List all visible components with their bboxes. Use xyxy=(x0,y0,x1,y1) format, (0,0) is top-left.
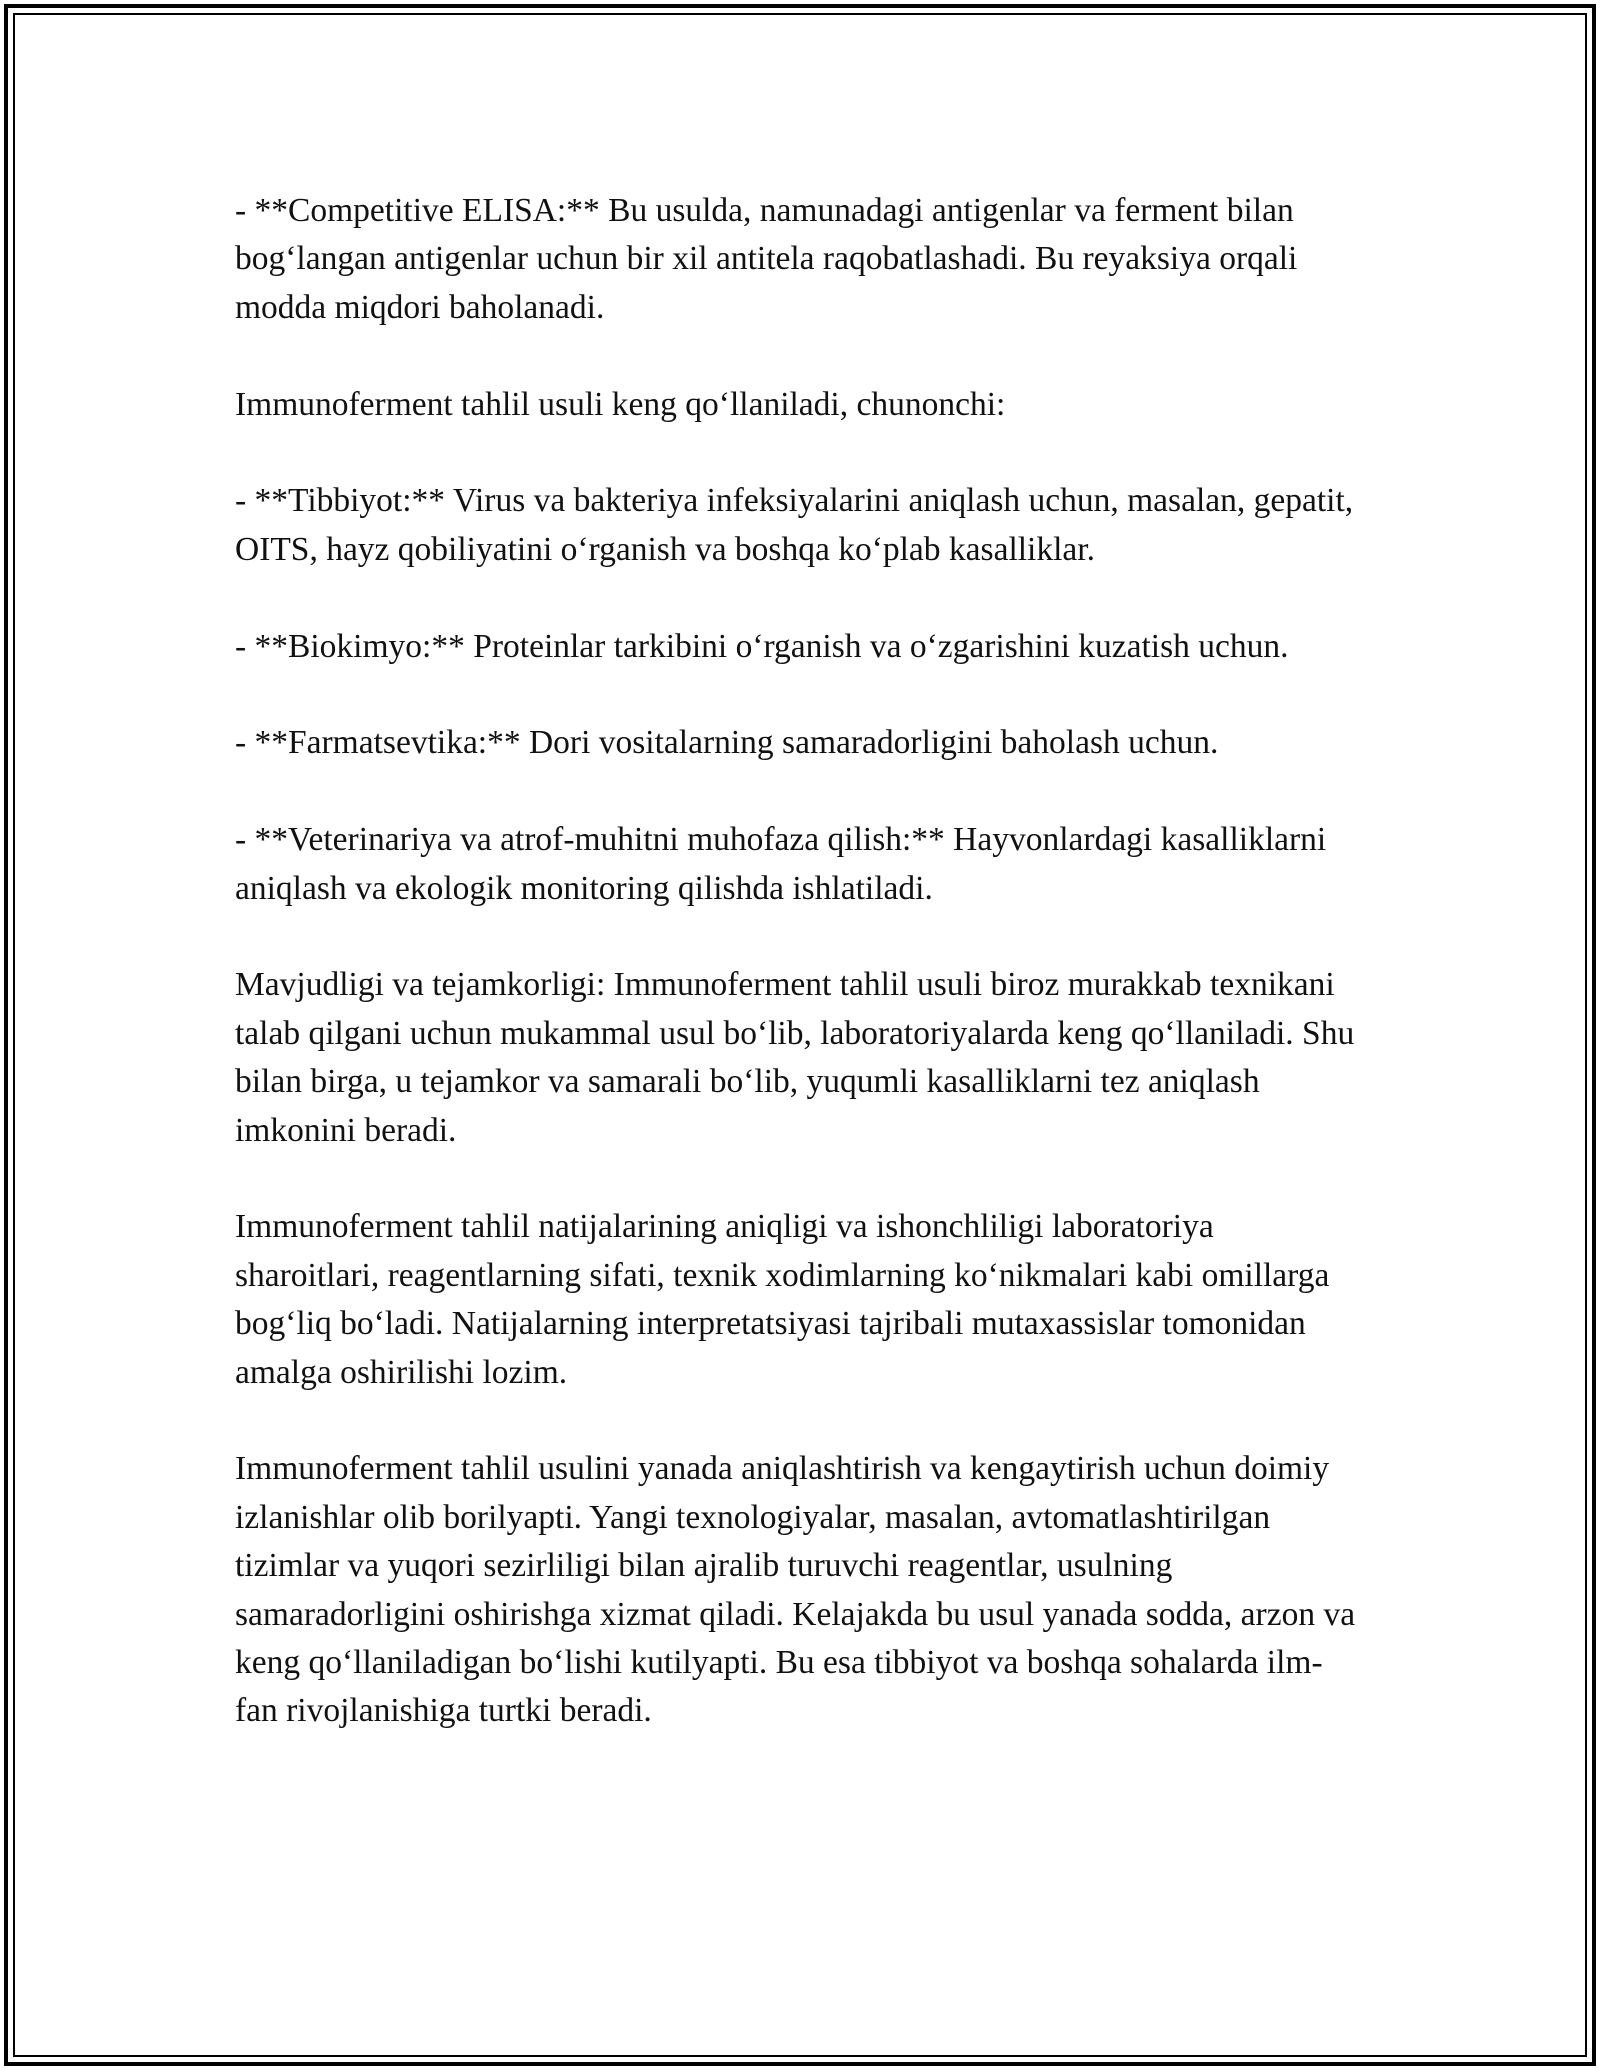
document-body xyxy=(235,187,1365,1784)
paragraph-pharmaceutics: - **Farmatsevtika:** Dori vositalarning samaradorligini baholash uchun. xyxy=(235,724,1219,762)
paragraph-future: Immunoferment tahlil usulini yanada aniqlashtirish va kengaytirish uchun doimiy izlanishlar olib borilyapti. Yangi texnologiyalar, masalan, avtomatlashtirilgan tizimlar va yuqori sezirliligi bilan ajralib turuvchi reagentlar, usulning samaradorligini oshirishga xizmat qiladi. Kelajakda bu usul yanada sodda, arzon va keng qo‘llaniladigan bo‘lishi kutilyapti. Bu esa tibbiyot va boshqa sohalarda ilm-fan rivojlanishiga turtki beradi. xyxy=(235,1450,1356,1730)
paragraph-availability: Mavjudligi va tejamkorligi: Immunoferment tahlil usuli biroz murakkab texnikani talab qilgani uchun mukammal usul bo‘lib, laboratoriyalarda keng qo‘llaniladi. Shu bilan birga, u tejamkor va samarali bo‘lib, yuqumli kasalliklarni tez aniqlash imkonini beradi. xyxy=(235,966,1355,1149)
paragraph-accuracy: Immunoferment tahlil natijalarining aniqligi va ishonchliligi laboratoriya sharoitlari, reagentlarning sifati, texnik xodimlarning ko‘nikmalari kabi omillarga bog‘liq bo‘ladi. Natijalarning interpretatsiyasi tajribali mutaxassislar tomonidan amalga oshirilishi lozim. xyxy=(235,1208,1330,1391)
paragraph-usage-intro: Immunoferment tahlil usuli keng qo‘llaniladi, chunonchi: xyxy=(235,385,1006,423)
paragraph-biochemistry: - **Biokimyo:** Proteinlar tarkibini o‘rganish va o‘zgarishini kuzatish uchun. xyxy=(235,627,1289,665)
paragraph-veterinary: - **Veterinariya va atrof-muhitni muhofaza qilish:** Hayvonlardagi kasalliklarni aniqlash va ekologik monitoring qilishda ishlatiladi. xyxy=(235,821,1327,907)
paragraph-medicine: - **Tibbiyot:** Virus va bakteriya infeksiyalarini aniqlash uchun, masalan, gepatit, OITS, hayz qobiliyatini o‘rganish va boshqa ko‘plab kasalliklar. xyxy=(235,482,1354,568)
paragraph-competitive-elisa: - **Competitive ELISA:** Bu usulda, namunadagi antigenlar va ferment bilan bog‘langan antigenlar uchun bir xil antitela raqobatlashadi. Bu reyaksiya orqali modda miqdori baholanadi. xyxy=(235,192,1298,326)
